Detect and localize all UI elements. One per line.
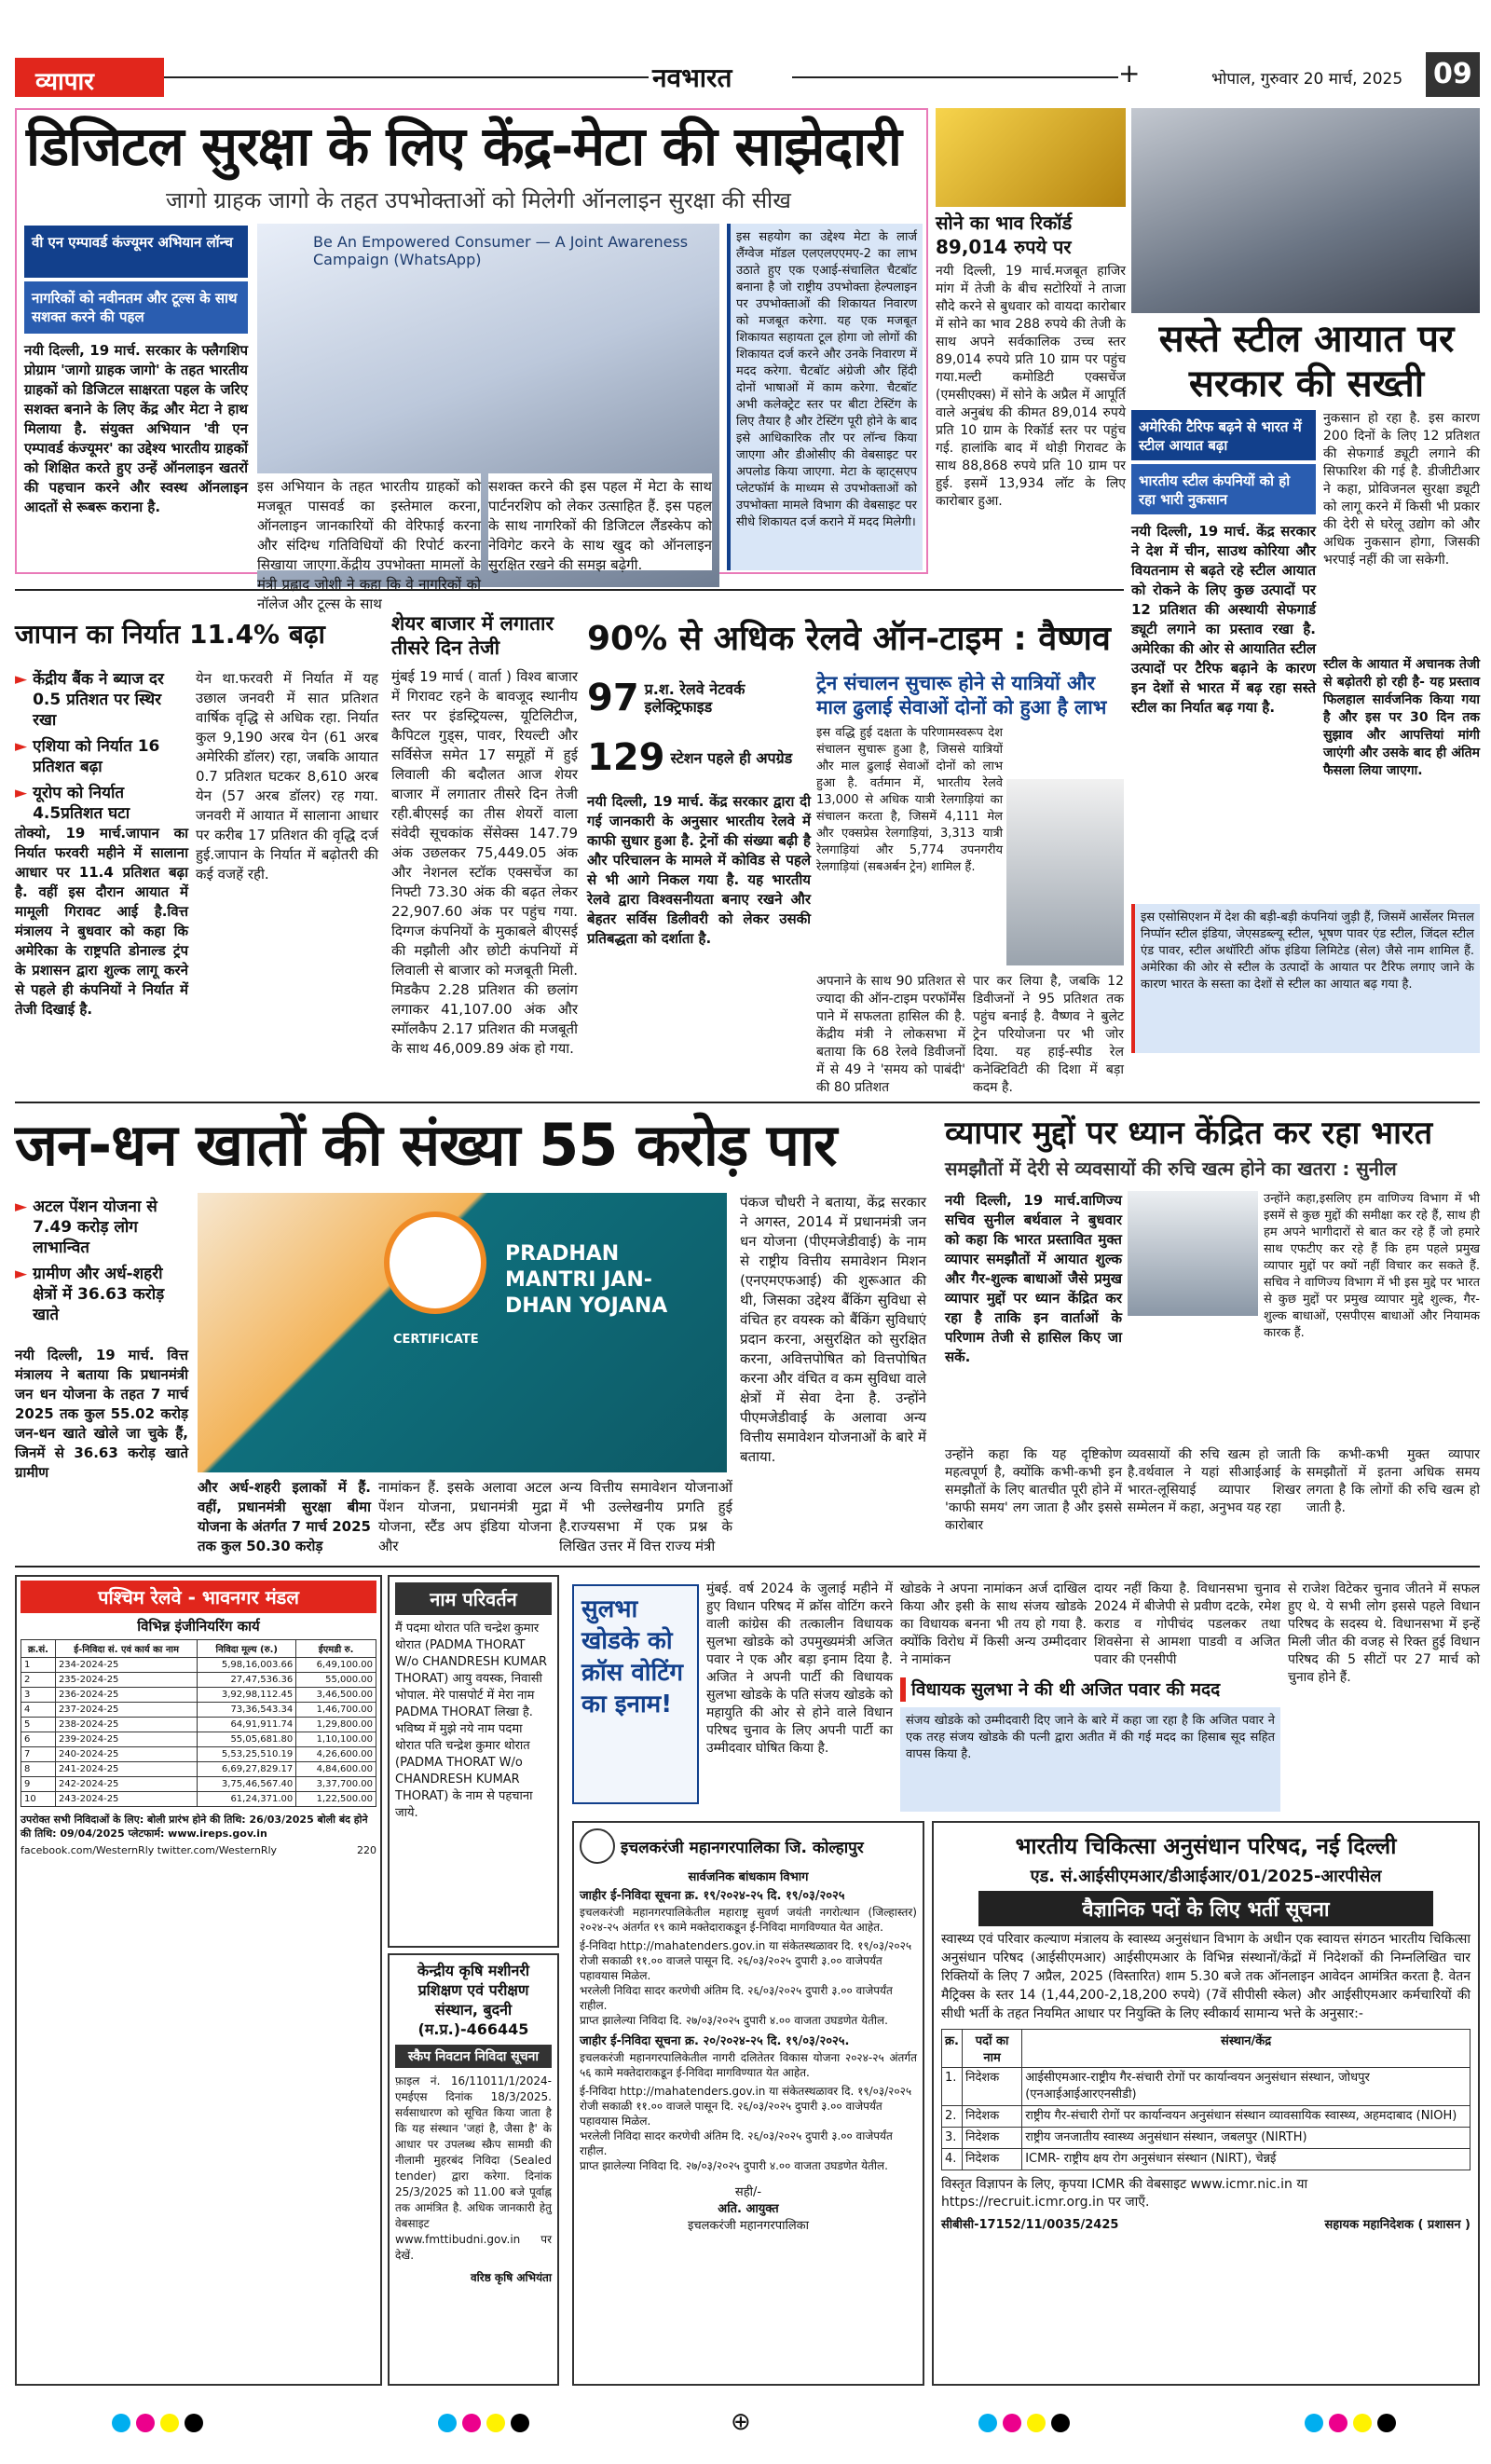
trade-col3: व्यवसायों की रुचि खत्म हो जाती है.वर्थवाल ने यहां सीआईआई के भारत-लूसियाई व्यापार शिखर सम्मेलन में कहा, अनुभव यह रहा <box>1128 1447 1301 1515</box>
jandhan-bullet: ► अटल पेंशन योजना से 7.49 करोड़ लोग लाभान्वित <box>15 1198 157 1257</box>
icmr-sign-row <box>941 2215 1470 2232</box>
cmyk-dot <box>511 2414 529 2432</box>
cmyk-dot <box>1329 2414 1347 2432</box>
icmr-table <box>941 2029 1470 2170</box>
japan-bullets <box>15 669 188 829</box>
table-cell: आईसीएमआर-राष्ट्रीय गैर-संचारी रोगों पर कार्यान्वयन अनुसंधान संस्थान, जोधपुर (एनआईआईआरएनसीडी) <box>1022 2068 1470 2106</box>
table-cell: 3,37,700.00 <box>296 1777 376 1792</box>
table-row <box>942 2106 1470 2128</box>
meta-story <box>15 108 928 612</box>
meta-box-2: नागरिकों को नवीनतम और टूल्स के साथ सशक्त करने की पहल <box>24 281 248 334</box>
table-cell: 1,22,500.00 <box>296 1792 376 1807</box>
section-tab: व्यापार <box>15 58 164 97</box>
table-row <box>21 1777 376 1792</box>
rail-stat-2 <box>587 731 811 785</box>
register-cross-icon: + <box>1118 58 1141 89</box>
table-row <box>21 1732 376 1747</box>
table-cell: 8 <box>21 1762 56 1777</box>
table-cell: 1,29,800.00 <box>296 1718 376 1732</box>
cmyk-dot <box>1353 2414 1372 2432</box>
cmyk-dot <box>136 2414 155 2432</box>
col-header: ईएमडी रु. <box>296 1640 376 1658</box>
table-cell: 1 <box>21 1658 56 1673</box>
cmyk-dot <box>462 2414 481 2432</box>
meta-side-box: इस सहयोग का उद्देश्य मेटा के लार्ज लैंग्वेज मॉडल एलएलएएमए-2 का लाभ उठाते हुए एक एआई-संचालित चैटबॉट बनाना है जो राष्ट्रीय उपभोक्ता हेल्पलाइन पर उपभोक्ताओं की शिकायत निवारण को मजबूत करेगा. यह एक मजबूत शिकायत सहायता टूल होगा जो लोगों की शिकायत दर्ज करने और उनके निवारण में मदद करेगा. चैटबॉट अंग्रेजी और हिंदी दोनों भाषाओं में काम करेगा. चैटबॉट अभी कलेक्ट्रेट स्तर पर बीटा टेस्टिंग के लिए तैयार है और टेस्टिंग पूरी होने के बाद इसे आधिकारिक तौर पर लॉन्च किया जाएगा और डीओसीए की वेबसाइट पर अपलोड किया जाएगा. मेटा के व्हाट्सएप प्लेटफॉर्म के माध्यम से उपभोक्ताओं को उपभोक्ता मामले विभाग की वेबसाइट पर सीधे शिकायत दर्ज कराने में मदद मिलेगी। <box>727 224 923 570</box>
table-cell: 235-2024-25 <box>55 1673 197 1688</box>
gold-body: नयी दिल्ली, 19 मार्च.मजबूत हाजिर मांग में तेजी के बीच सटोरियों ने ताजा सौदे करने से बुधवार को वायदा कारोबार में सोने का भाव 288 रुपये की तेजी के साथ अपने सर्वकालिक उच्च स्तर 89,014 रुपये प्रति 10 ग्राम पर पहुंच गया.मल्टी कमोडिटी एक्सचेंज (एमसीएक्स) में सोने के अप्रैल में आपूर्ति वाले अनुबंध की कीमत 89,014 रुपये प्रति 10 ग्राम के रिकॉर्ड स्तर पर पहुंच गई. हालांकि बाद में थोड़ी गिरावट के साथ 88,868 रुपये प्रति 10 ग्राम पर हुई. इसमें 13,934 लॉट के लिए कारोबार हुआ. <box>936 264 1126 509</box>
steel-bottom-box: इस एसोसिएशन में देश की बड़ी-बड़ी कंपनियां जुड़ी हैं, जिसमें आर्सेलर मित्तल निप्पॉन स्टील इंडिया, जेएसडब्ल्यू स्टील, भूषण पावर एंड स्टील, जिंदल स्टील एंड पावर, स्टील अथॉरिटी ऑफ इंडिया लिमिटेड (सेल) जैसे नाम शामिल हैं. अमेरिका की ओर से स्टील के उत्पादों के आयात पर टैरिफ लगाए जाने के कारण भारत के सस्ता का देशों से स्टील का आयात बढ़ गया है. <box>1131 904 1480 1053</box>
tender-social-row <box>21 1844 376 1856</box>
rail-col3: पार कर लिया है, जबकि 12 डिवीजनों ने 95 प्रतिशत तक पहुंच बनाई है. वैष्णव ने बुलेट ट्रेन परियोजना पर भी जोर दिया. यह हाई-स्पीड रेल कनेक्टिविटी की दिशा में बड़ा कदम है. <box>973 974 1124 1095</box>
table-cell: 3,46,500.00 <box>296 1688 376 1703</box>
sulabha-col3: दायर नहीं किया है. विधानसभा चुनाव 2024 में बीजेपी से प्रवीण दटके, रमेश कराड व गोपीचंद पडलकर तथा शिवसेना से आमशा पाडवी व अजित पवार की एनसीपी <box>1094 1581 1280 1667</box>
krishi-body: फ़ाइल नं. 16/11011/1/2024-एमईएस दिनांक 18/3/2025. सर्वसाधारण को सूचित किया जाता है कि यह संस्थान 'जहां है, जैसा है' के आधार पर उपलब्ध स्क्रैप सामग्री की नीलामी मुहरबंद निविदा (Sealed tender) द्वारा करेगा. दिनांक 25/3/2025 को 11.00 बजे पूर्वाह्न तक आमंत्रित है. अधिक जानकारी हेतु वेबसाइट www.fmttibudni.gov.in पर देखें. <box>395 2074 552 2262</box>
table-cell: 5 <box>21 1718 56 1732</box>
gold-photo <box>936 108 1126 207</box>
ichal-item: भरलेली निविदा सादर करणेची अंतिम दि. २६/०३/२०२५ दुपारी ३.०० वाजेपर्यंत राहील. <box>580 2129 893 2157</box>
register-target-icon: ⊕ <box>731 2408 751 2436</box>
icmr-sign: सहायक महानिदेशक ( प्रशासन ) <box>1324 2218 1470 2232</box>
table-cell: 239-2024-25 <box>55 1732 197 1747</box>
col-header: ई-निविदा सं. एवं कार्य का नाम <box>55 1640 197 1658</box>
japan-body: येन था.फरवरी में निर्यात में यह उछाल जनवरी में सात प्रतिशत वार्षिक वृद्धि से अधिक रहा. निर्यात कुल 9,190 अरब येन (61 अरब अमेरिकी डॉलर) रहा, जबकि आयात 0.7 प्रतिशत घटकर 8,610 अरब येन (57 अरब डॉलर) रह गया. जनवरी में आयात में सालाना आधार पर करीब 17 प्रतिशत की वृद्धि दर्ज हुई.जापान के निर्यात में बढ़ोतरी की कई वजहें रही. <box>196 670 378 883</box>
table-row <box>942 2149 1470 2170</box>
table-cell: 243-2024-25 <box>55 1792 197 1807</box>
jandhan-banner-title: PRADHAN MANTRI JAN-DHAN YOJANA <box>505 1242 668 1318</box>
tender-footer: उपरोक्त सभी निविदाओं के लिए: बोली प्रारंभ होने की तिथि: 26/03/2025 बोली बंद होने की तिथि: 09/04/2025 प्लेटफार्म: www.ireps.gov.in <box>21 1814 368 1840</box>
trade-col4: कि कभी-कभी मुक्त व्यापार समझौतों में इतना अधिक समय लगता है कि लोगों की रुचि खत्म हो जाती है. <box>1306 1447 1480 1515</box>
table-cell: ICMR- राष्ट्रीय क्षय रोग अनुसंधान संस्थान (NIRT), चेन्नई <box>1022 2149 1470 2170</box>
rail-col2: अपनाने के साथ 90 प्रतिशत से ज्यादा की ऑन-टाइम परफॉर्मेंस पाने में सफलता हासिल की है. केंद्रीय मंत्री ने लोकसभा में बताया कि 68 रेलवे डिवीजनों में से 49 ने 'समय को पाबंदी' की 80 प्रतिशत <box>816 974 965 1095</box>
table-cell: 5,53,25,510.19 <box>198 1747 296 1762</box>
jandhan-col4: अन्य वित्तीय समावेशन योजनाओं में भी उल्लेखनीय प्रगति हुई है.राज्यसभा में एक प्रश्न के लिखित उत्तर में वित्त राज्य मंत्री <box>559 1479 732 1554</box>
table-row <box>21 1792 376 1807</box>
cmyk-dot <box>1377 2414 1396 2432</box>
table-cell: 1. <box>942 2068 963 2106</box>
table-row <box>21 1688 376 1703</box>
arrow-icon: ► <box>15 784 28 802</box>
tender-title: पश्चिम रेलवे - भावनगर मंडल <box>21 1581 376 1613</box>
cmyk-dot <box>978 2414 997 2432</box>
table-cell: 1,10,100.00 <box>296 1732 376 1747</box>
ichal-item: ई-निविदा http://mahatenders.gov.in या संकेतस्थळावर दि. १९/०३/२०२५ रोजी सकाळी ११.०० वाजले पासून दि. २६/०३/२०२५ दुपारी ३.०० वाजेपर्यंत पहावयास मिळेल. <box>580 1939 912 1982</box>
table-cell: 4,84,600.00 <box>296 1762 376 1777</box>
jandhan-col3: नामांकन हैं. इसके अलावा अटल पेंशन योजना, प्रधानमंत्री मुद्रा योजना, स्टैंड अप इंडिया योजना और <box>378 1479 552 1554</box>
ichal-header <box>580 1828 917 1864</box>
table-cell: 9 <box>21 1777 56 1792</box>
japan-lead: तोक्यो, 19 मार्च.जापान का निर्यात फरवरी महीने में सालाना आधार पर 11.4 प्रतिशत बढ़ा है. वहीं इस दौरान आयात में मामूली गिरावट आई है.वित्त मंत्रालय ने बुधवार को कहा कि अमेरिका के राष्ट्रपति डोनाल्ड ट्रंप के प्रशासन द्वारा शुल्क लागू करने से पहले ही कंपनियों ने निर्यात में तेजी दिखाई है. <box>15 825 188 1018</box>
ichal-item: प्राप्त झालेल्या निविदा दि. २७/०३/२०२५ दुपारी ४.०० वाजता उघडणेत येतील. <box>580 2014 888 2027</box>
icmr-rows <box>942 2068 1470 2170</box>
ichal-notice-2-body: इचलकरंजी महानगरपालिकेतील नागरी दलितेतर विकास योजना २०२४-२५ अंतर्गत ५६ कामे मक्तेदाराकडून ई-निविदा मागविण्यात येत आहेत. <box>580 2051 917 2079</box>
col-header: क्र. <box>942 2030 963 2068</box>
meta-headline: डिजिटल सुरक्षा के लिए केंद्र-मेटा की साझेदारी <box>26 115 901 178</box>
cmyk-dot <box>112 2414 130 2432</box>
gold-headline: सोने का भाव रिकॉर्ड 89,014 रुपये पर <box>936 212 1073 258</box>
table-cell: 27,47,536.36 <box>198 1673 296 1688</box>
jandhan-lead: नयी दिल्ली, 19 मार्च. वित्त मंत्रालय ने बताया कि प्रधानमंत्री जन धन योजना के तहत 7 मार्च 2025 तक कुल 55.02 करोड़ जन-धन खाते खोले जा चुके हैं, जिनमें से 36.63 करोड़ खाते ग्रामीण <box>15 1347 188 1481</box>
japan-headline: जापान का निर्यात 11.4% बढ़ा <box>15 619 325 650</box>
sulabha-col2: खोडके ने अपना नामांकन अर्ज दाखिल किया और इसी के साथ संजय खोडके का विधायक बनना भी तय हो गया है. क्योंकि विरोध में किसी अन्य उम्मीदवार ने नामांकन <box>900 1581 1087 1667</box>
table-cell: 4. <box>942 2149 963 2170</box>
japan-bullet: ► यूरोप को निर्यात 4.5प्रतिशत घटा <box>15 784 130 823</box>
meta-col3: सशक्त करने की इस पहल में मेटा के साथ पार्टनरशिप को लेकर उत्साहित हैं. इस पहल के साथ नागरिकों की डिजिटल लैंडस्केप को नेविगेट करने के साथ खुद को ऑनलाइन सुरक्षित रखने की समझ बढ़ेगी. <box>488 473 712 570</box>
table-cell: 3,75,46,567.40 <box>198 1777 296 1792</box>
dateline: भोपाल, गुरुवार 20 मार्च, 2025 <box>1211 70 1403 89</box>
trade-subhead: समझौतों में देरी से व्यवसायों की रुचि खत्म होने का खतरा : सुनील <box>945 1157 1397 1180</box>
page-number: 09 <box>1426 52 1480 97</box>
stat-number: 129 <box>587 736 665 779</box>
steel-lead: नयी दिल्ली, 19 मार्च. केंद्र सरकार ने देश में चीन, साउथ कोरिया और वियतनाम से बढ़ते रहे स्टील आयात को रोकने के लिए कुछ उत्पादों पर 12 प्रतिशत की अस्थायी सेफगार्ड ड्यूटी लगाने का प्रस्ताव रखा है. अमेरिका की ओर से आयातित स्टील उत्पादों पर टैरिफ बढ़ाने के कारण इन देशों से भारत में बढ़ रहा सस्ते स्टील का निर्यात बढ़ गया है. <box>1131 523 1316 716</box>
cmyk-dot <box>438 2414 457 2432</box>
trade-lead: नयी दिल्ली, 19 मार्च.वाणिज्य सचिव सुनील बर्थवाल ने बुधवार को कहा कि भारत प्रस्तावित मुक्त व्यापार समझौतों में आयात शुल्क और गैर-शुल्क बाधाओं जैसे प्रमुख व्यापार मुद्दों पर ध्यान केंद्रित कर रहा है ताकि इन वार्ताओं के परिणाम तेजी से हासिल किए जा सकें. <box>945 1192 1122 1365</box>
table-cell: 3 <box>21 1688 56 1703</box>
table-cell: 6,49,100.00 <box>296 1658 376 1673</box>
icmr-title: भारतीय चिकित्सा अनुसंधान परिषद, नई दिल्ली <box>1015 1833 1397 1859</box>
sulabha-body: मुंबई. वर्ष 2024 के जुलाई महीने में हुए विधान परिषद में क्रॉस वोटिंग करने वाली कांग्रेस की तत्कालीन विधायक सुलभा खोडके को उपमुख्यमंत्री अजित पवार ने एक और बड़ा इनाम दिया है. अजित ने अपनी पार्टी की विधायक सुलभा खोडके के पति संजय खोडके को महायुति की ओर से होने वाले विधान परिषद चुनाव के लिए अपनी पार्टी का उम्मीदवार घोषित किया है. <box>706 1581 893 1756</box>
market-body: मुंबई 19 मार्च ( वार्ता ) विश्व बाजार में गिरावट रहने के बावजूद स्थानीय स्तर पर इंडस्ट्रियल्स, यूटिलिटीज, कैपिटल गुड्स, पावर, रियल्टी और सर्विसेज समेत 17 समूहों में हुई लिवाली की बदौलत आज शेयर बाजार में लगातार तीसरे दिन तेजी रही.बीएसई का तीस शेयरों वाला संवेदी सूचकांक सेंसेक्स 147.79 अंक उछलकर 75,449.05 अंक और नेशनल स्टॉक एक्सचेंज का निफ्टी 73.30 अंक की बढ़त लेकर 22,907.60 अंक पर पहुंच गया. दिग्गज कंपनियों के मुकाबले बीएसई की मझौली और छोटी कंपनियों में लिवाली से बाजार को मजबूती मिली. मिडकैप 2.28 प्रतिशत की छलांग लगाकर 41,107.00 अंक और स्मॉलकैप 2.17 प्रतिशत की मजबूती के साथ 46,009.89 अंक हो गया. <box>391 668 578 1057</box>
paper-name: नवभारत <box>652 62 732 93</box>
jandhan-certificate: CERTIFICATE <box>393 1333 479 1347</box>
table-cell: राष्ट्रीय जनजातीय स्वास्थ्य अनुसंधान संस्थान, जबलपुर (NIRTH) <box>1022 2128 1470 2149</box>
table-cell: 242-2024-25 <box>55 1777 197 1792</box>
ichal-notice-1-body: इचलकरंजी महानगरपालिकेतील महाराष्ट्र सुवर्ण जयंती नगरोत्थान (जिल्हास्तर) २०२४-२५ अंतर्गत १९ कामे मक्तेदाराकडून ई-निविदा मागविण्यात येत आहेत. <box>580 1906 917 1934</box>
jandhan-bullets <box>15 1197 188 1331</box>
emblem-icon <box>580 1828 615 1864</box>
name-change-body: मैं पदमा थोरात पति चन्द्रेश कुमार थोरात (PADMA THORAT W/o CHANDRESH KUMAR THORAT) आयु वयस्क, निवासी भोपाल. मेरे पासपोर्ट में मेरा नाम PADMA THORAT लिखा है. भविष्य में मुझे नये नाम पदमा थोरात पति चन्द्रेश कुमार थोरात (PADMA THORAT W/o CHANDRESH KUMAR THORAT) के नाम से पहचाना जाये. <box>395 1622 548 1820</box>
masthead-rule-2 <box>792 76 1118 78</box>
jandhan-col5: पंकज चौधरी ने बताया, केंद्र सरकार ने अगस्त, 2014 में प्रधानमंत्री जन धन योजना (पीएमजेडीवाई) के नाम से राष्ट्रीय वित्तीय समावेशन मिशन (एनएमएफआई) की शुरूआत की थी, जिसका उद्देश्य बैंकिंग सुविधा से वंचित हर वयस्क को बैंकिंग सुविधाएं प्रदान करना, असुरक्षित को सुरक्षित करना, अवित्तपोषित को वित्तपोषित करना और वंचित व कम सुविधा वाले क्षेत्रों में सेवा देना है. उन्होंने पीएमजेडीवाई के अलावा अन्य वित्तीय समावेशन योजनाओं के बारे में बताया. <box>740 1194 926 1465</box>
row4-rule <box>15 1566 1480 1567</box>
row2-rule <box>15 589 1124 591</box>
ichal-item: ई-निविदा http://mahatenders.gov.in या संकेतस्थळावर दि. १९/०३/२०२५ रोजी सकाळी ११.०० वाजले पासून दि. २६/०३/२०२५ दुपारी ३.०० वाजेपर्यंत पहावयास मिळेल. <box>580 2085 912 2128</box>
row3-rule <box>15 1102 1480 1103</box>
table-row <box>942 2128 1470 2149</box>
table-cell: 234-2024-25 <box>55 1658 197 1673</box>
ichal-notice-1: जाहीर ई-निविदा सूचना क्र. १९/२०२४-२५ दि. १९/०३/२०२५ <box>580 1889 845 1903</box>
steel-headline: सस्ते स्टील आयात पर सरकार की सख्ती <box>1158 318 1455 405</box>
sulabha-box: संजय खोडके को उम्मीदवारी दिए जाने के बारे में कहा जा रहा है कि अजित पवार ने एक तरह संजय खोडके की पत्नी द्वारा अतीत में की गई मदद का हिसाब सूद सहित वापस किया है. <box>900 1707 1280 1812</box>
sulabha-badge-text: सुलभा खोडके को क्रॉस वोटिंग का इनाम! <box>581 1595 683 1718</box>
table-cell: 4,26,600.00 <box>296 1747 376 1762</box>
table-cell: 3. <box>942 2128 963 2149</box>
tender-table <box>21 1639 376 1807</box>
table-cell: 61,24,371.00 <box>198 1792 296 1807</box>
table-cell: 7 <box>21 1747 56 1762</box>
table-row <box>942 2068 1470 2106</box>
rail-subhead: ट्रेन संचालन सुचारू होने से यात्रियों और माल ढुलाई सेवाओं दोनों को हुआ है लाभ <box>816 672 1107 719</box>
steel-photo <box>1131 108 1480 313</box>
name-change-title: नाम परिवर्तन <box>395 1582 552 1615</box>
table-cell: 241-2024-25 <box>55 1762 197 1777</box>
table-cell: 4 <box>21 1703 56 1718</box>
cmyk-dot <box>160 2414 179 2432</box>
cmyk-dot <box>1003 2414 1021 2432</box>
market-headline: शेयर बाजार में लगातार तीसरे दिन तेजी <box>391 612 554 659</box>
icmr-ref: एड. सं.आईसीएमआर/डीआईआर/01/2025-आरपीसेल <box>1030 1867 1382 1886</box>
trade-headline: व्यापार मुद्दों पर ध्यान केंद्रित कर रहा भारत <box>945 1115 1433 1152</box>
table-cell: 238-2024-25 <box>55 1718 197 1732</box>
photo-banner: Be An Empowered Consumer — A Joint Awareness Campaign (WhatsApp) <box>313 233 689 268</box>
steel-box-2: भारतीय स्टील कंपनियों को हो रहा भारी नुकसान <box>1131 464 1316 514</box>
name-change-ad <box>388 1575 559 1948</box>
table-cell: 64,91,911.74 <box>198 1718 296 1732</box>
ichal-title: इचलकरंजी महानगरपालिका जि. कोल्हापुर <box>621 1838 864 1857</box>
sulabha-col4: से राजेश विटेकर चुनाव जीतने में सफल हुए थे. ये सभी लोग इससे पहले विधान परिषद के सदस्य थे. विधानसभा में इन्हें मिली जीत की वजह से रिक्त हुई विधान परिषद की 5 सीटों पर 27 मार्च को चुनाव होने हैं. <box>1288 1581 1480 1685</box>
cmyk-dot <box>1027 2414 1046 2432</box>
krishi-sub: स्कैप निवटान निविदा सूचना <box>395 2045 552 2068</box>
jandhan-bullet: ► ग्रामीण और अर्ध-शहरी क्षेत्रों में 36.63 करोड़ खाते <box>15 1265 165 1324</box>
meta-box-1: वी एन एम्पावर्ड कंज्यूमर अभियान लॉन्च <box>24 226 248 278</box>
trade-box: उन्होंने कहा,इसलिए हम वाणिज्य विभाग में भी इसमें से कुछ मुद्दों की समीक्षा कर रहे हैं, साथ ही हम अपने भागीदारों से बात कर रहे हैं जो हमारे साथ एफटीए कर रहे हैं कि हम पहले प्रमुख व्यापार मुद्दों पर क्यों नहीं विचार कर सकते हैं. सचिव ने वाणिज्य विभाग में भी इस मुद्दे पर भारत से कुछ मुद्दों पर प्रमुख व्यापार मुद्दे शुल्क, गैर-शुल्क बाधाओं, एसपीएस बाधाओं और नियामक कारक हैं. <box>1264 1192 1480 1340</box>
arrow-icon: ► <box>15 1198 28 1216</box>
steel-col2: नुकसान हो रहा है. इस कारण 200 दिनों के लिए 12 प्रतिशत की सेफगार्ड ड्यूटी लगाने की सिफारिश की गई है. डीजीटीआर ने कहा, प्रोविजनल सुरक्षा ड्यूटी को लागू करने में किसी भी प्रकार की देरी से घरेलू उद्योग को और अधिक नुकसान होगा, जिसकी भरपाई नहीं की जा सकेगी. <box>1323 411 1480 568</box>
table-cell: 73,36,543.34 <box>198 1703 296 1718</box>
table-cell: 237-2024-25 <box>55 1703 197 1718</box>
table-cell: 2 <box>21 1673 56 1688</box>
table-cell: 240-2024-25 <box>55 1747 197 1762</box>
krishi-title: केन्द्रीय कृषि मशीनरी प्रशिक्षण एवं परीक्षण संस्थान, बुदनी (म.प्र.)-466445 <box>417 1962 530 2038</box>
japan-bullet: ► केंद्रीय बैंक ने ब्याज दर 0.5 प्रतिशत पर स्थिर रखा <box>15 670 164 730</box>
table-row <box>21 1718 376 1732</box>
trade-col2: उन्होंने कहा कि यह दृष्टिकोण महत्वपूर्ण है, क्योंकि कभी-कभी इन समझौतों के लिए बातचीत पूरी होने में 'काफी समय' लग जाता है और इससे कारोबार <box>945 1447 1122 1533</box>
table-cell: 55,000.00 <box>296 1673 376 1688</box>
stat-label: प्र.श. रेलवे नेटवर्क इलेक्ट्रिफाइड <box>644 680 746 716</box>
meta-lead: नयी दिल्ली, 19 मार्च. सरकार के फ्लैगशिप प्रोग्राम 'जागो ग्राहक जागो' के तहत भारतीय ग्राहकों को डिजिटल साक्षरता पहल के जरिए सशक्त बनाने के लिए केंद्र और मेटा ने हाथ मिलाया है. संयुक्त अभियान 'वी एन एम्पावर्ड कंज्यूमर' का उद्देश्य भारतीय ग्राहकों को शिक्षित करते हुए उन्हें ऑनलाइन खतरों की पहचान करने और स्वस्थ ऑनलाइन आदतों से रूबरू कराना है. <box>24 342 248 515</box>
steel-quote: स्टील के आयात में अचानक तेजी से बढ़ोतरी हो रही है- यह प्रस्ताव फिलहाल सार्वजनिक किया गया है और इस पर 30 दिन तक सुझाव और आपत्तियां मांगी जाएंगी और उसके बाद ही अंतिम फैसला लिया जाएगा. <box>1323 657 1480 778</box>
table-cell: 6,69,27,829.17 <box>198 1762 296 1777</box>
sulabha-badge <box>572 1584 699 1804</box>
cmyk-dot <box>1051 2414 1070 2432</box>
col-header: निविदा मूल्य (रु.) <box>198 1640 296 1658</box>
ichalkaranji-ad <box>572 1821 924 2386</box>
meta-subhead: जागो ग्राहक जागो के तहत उपभोक्ताओं को मिलेगी ऑनलाइन सुरक्षा की सीख <box>166 187 791 213</box>
ichal-sub: सार्वजनिक बांधकाम विभाग <box>688 1870 809 1884</box>
cmyk-dot <box>1305 2414 1323 2432</box>
trade-photo <box>1128 1191 1258 1316</box>
icmr-body: स्वास्थ्य एवं परिवार कल्याण मंत्रालय के स्वास्थ्य अनुसंधान विभाग के अधीन एक स्वायत्त संगठन भारतीय चिकित्सा अनुसंधान परिषद (आईसीएमआर) आईसीएमआर के विभिन्न संस्थानों/केंद्रों में निदेशकों की निम्नलिखित चार रिक्तियों के लिए 7 अप्रैल, 2025 (विस्तारित) शाम 5.30 बजे तक ऑनलाइन आवेदन आमंत्रित करता है. वेतन मैट्रिक्स के स्तर 14 (1,44,200-2,18,200 रुपये) (7वें सीपीसी स्केल) और आईसीएमआर कर्मचारियों की सीधी भर्ती के तहत नियमित आधार पर नियुक्ति के लिए स्वीकार्य सामान्य भत्ते के अनुसार:- <box>941 1932 1470 2021</box>
cmyk-dot <box>486 2414 505 2432</box>
ichal-sign: सही/- अति. आयुक्त इचलकरंजी महानगरपालिका <box>687 2185 810 2233</box>
tender-rows <box>21 1658 376 1807</box>
tender-social: facebook.com/WesternRly twitter.com/WesternRly <box>21 1844 278 1856</box>
table-row <box>21 1762 376 1777</box>
table-cell: राष्ट्रीय गैर-संचारी रोगों पर कार्यान्वयन अनुसंधान संस्थान व्यावसायिक स्वास्थ्य, अहमदाबाद (NIOH) <box>1022 2106 1470 2128</box>
arrow-icon: ► <box>15 670 28 689</box>
icmr-ad <box>932 1821 1480 2386</box>
jandhan-logo <box>384 1211 486 1314</box>
krishi-sign: वरिष्ठ कृषि अभियंता <box>471 2271 552 2284</box>
table-cell: 236-2024-25 <box>55 1688 197 1703</box>
table-row <box>21 1673 376 1688</box>
table-cell: 3,92,98,112.45 <box>198 1688 296 1703</box>
arrow-icon: ► <box>15 1265 28 1283</box>
icmr-code: सीबीसी-17152/11/0035/2425 <box>941 2218 1119 2232</box>
table-cell: 55,05,681.80 <box>198 1732 296 1747</box>
table-cell: 1,46,700.00 <box>296 1703 376 1718</box>
ichal-notice-2: जाहीर ई-निविदा सूचना क्र. २०/२०२४-२५ दि. १९/०३/२०२५. <box>580 2034 850 2048</box>
rail-stat-1 <box>587 671 811 725</box>
rail-box: इस वद्धि हुई दक्षता के परिणामस्वरूप देश संचालन सुचारू हुआ है, जिससे यात्रियों और माल ढुलाई सेवाओं दोनों को लाभ हुआ है. वर्तमान में, भारतीय रेलवे 13,000 से अधिक यात्री रेलगाड़ियां का संचालन करता है, जिसमें 4,111 मेल और एक्सप्रेस रेलगाड़ियां, 3,313 यात्री रेलगाड़ियां और 5,774 उपनगरीय रेलगाड़ियां (सबअर्बन ट्रेन) शामिल हैं. <box>816 726 1003 874</box>
table-cell: 5,98,16,003.66 <box>198 1658 296 1673</box>
jandhan-banner <box>198 1193 727 1472</box>
table-cell: 10 <box>21 1792 56 1807</box>
meta-col2: इस अभियान के तहत भारतीय ग्राहकों को मजबूत पासवर्ड का इस्तेमाल करना, ऑनलाइन जानकारियों की वेरिफाई करना और संदिग्ध गतिविधियों की रिपोर्ट करना सिखाया जाएगा.केंद्रीय उपभोक्ता मामलों के मंत्री प्रह्लाद जोशी ने कहा कि वे नागरिकों को नॉलेज और टूल्स के साथ <box>257 473 481 570</box>
table-row <box>21 1747 376 1762</box>
arrow-icon: ► <box>15 737 28 756</box>
ichal-item: प्राप्त झालेल्या निविदा दि. २७/०३/२०२५ दुपारी ४.०० वाजता उघडणेत येतील. <box>580 2159 888 2172</box>
registration-strip <box>0 2404 1491 2442</box>
stat-label: स्टेशन पहले ही अपग्रेड <box>670 748 793 767</box>
table-row <box>21 1658 376 1673</box>
stat-number: 97 <box>587 677 639 719</box>
rail-lead: नयी दिल्ली, 19 मार्च. केंद्र सरकार द्वारा दी गई जानकारी के अनुसार भारतीय रेलवे में काफी सुधार हुआ है. ट्रेनों की संख्या बढ़ी है और परिचालन के मामले में कोविड से पहले से भी आगे निकल गया है. यह भारतीय रेलवे द्वारा विश्वसनीयता बनाए रखने और बेहतर सर्विस डिलीवरी को लेकर उसकी प्रतिबद्धता को दर्शाता है. <box>587 793 811 947</box>
railway-tender-ad <box>15 1575 382 2386</box>
icmr-banner: वैज्ञानिक पदों के लिए भर्ती सूचना <box>978 1891 1433 1926</box>
tender-subtitle: विभिन्न इंजीनियरिंग कार्य <box>137 1618 260 1635</box>
ichal-item: भरलेली निविदा सादर करणेची अंतिम दि. २६/०३/२०२५ दुपारी ३.०० वाजेपर्यंत राहील. <box>580 1984 893 2012</box>
table-row <box>21 1703 376 1718</box>
steel-box-1: अमेरिकी टैरिफ बढ़ने से भारत में स्टील आयात बढ़ा <box>1131 410 1316 460</box>
rail-headline: 90% से अधिक रेलवे ऑन-टाइम : वैष्णव <box>587 620 1111 658</box>
col-header: क्र.सं. <box>21 1640 56 1658</box>
jandhan-headline: जन-धन खातों की संख्या 55 करोड़ पार <box>15 1111 837 1179</box>
table-cell: 2. <box>942 2106 963 2128</box>
table-cell: निदेशक <box>962 2068 1021 2106</box>
krishi-ad <box>388 1953 559 2386</box>
jandhan-col2: और अर्ध-शहरी इलाकों में हैं. वहीं, प्रधानमंत्री सुरक्षा बीमा योजना के अंतर्गत 7 मार्च 2025 तक कुल 50.30 करोड़ <box>198 1479 371 1554</box>
col-header: पदों का नाम <box>962 2030 1021 2068</box>
tender-code: 220 <box>357 1844 376 1856</box>
cmyk-dot <box>185 2414 203 2432</box>
col-header: संस्थान/केंद्र <box>1022 2030 1470 2068</box>
table-cell: निदेशक <box>962 2106 1021 2128</box>
masthead-rule <box>164 76 649 78</box>
sulabha-subhead: विधायक सुलभा ने की थी अजित पवार की मदद <box>900 1677 1280 1702</box>
table-cell: 6 <box>21 1732 56 1747</box>
table-cell: निदेशक <box>962 2128 1021 2149</box>
table-cell: निदेशक <box>962 2149 1021 2170</box>
japan-bullet: ► एशिया को निर्यात 16 प्रतिशत बढ़ा <box>15 737 160 776</box>
icmr-foot: विस्तृत विज्ञापन के लिए, कृपया ICMR की वेबसाइट www.icmr.nic.in या https://recruit.icmr.org.in पर जाएँ. <box>941 2177 1308 2210</box>
rail-minister-photo <box>1006 779 1124 965</box>
